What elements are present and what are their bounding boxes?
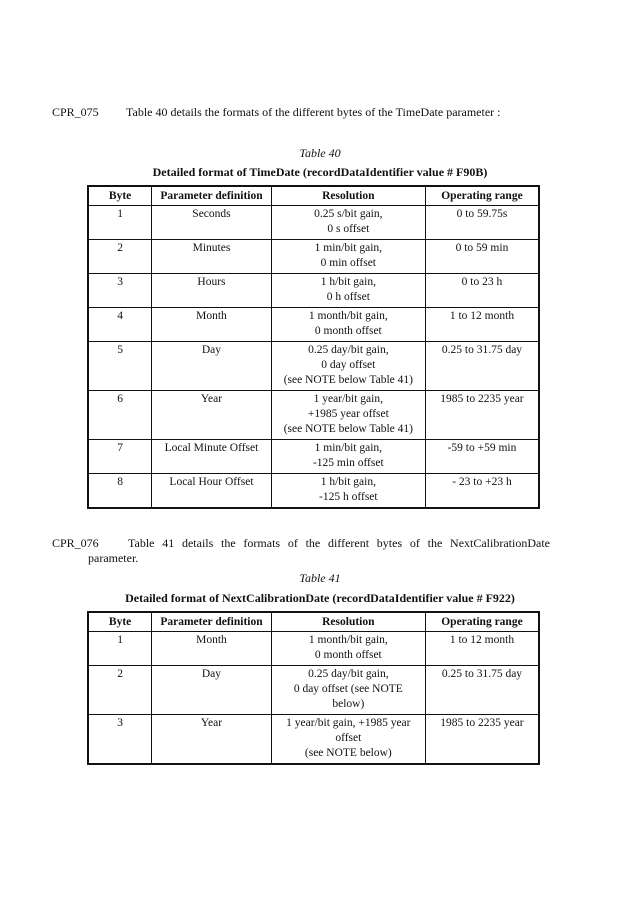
paragraph-cpr-075	[52, 105, 612, 120]
resolution-line: -125 h offset	[319, 491, 378, 503]
byte-cell: 4	[88, 308, 152, 342]
resolution-cell	[271, 440, 425, 474]
parameter-cell: Seconds	[152, 206, 272, 240]
resolution-line: 0.25 s/bit gain,	[314, 208, 383, 220]
resolution-line: offset	[335, 732, 362, 744]
nextcalibrationdate-format-table	[87, 611, 540, 765]
byte-cell: 2	[88, 240, 152, 274]
resolution-line: 0 s offset	[327, 223, 370, 235]
timedate-format-table	[87, 185, 540, 509]
byte-cell: 6	[88, 391, 152, 440]
header-parameter-definition: Parameter definition	[152, 612, 272, 632]
resolution-line: 1 h/bit gain,	[320, 476, 376, 488]
table-label: Table 40	[299, 146, 341, 160]
resolution-cell	[271, 342, 425, 391]
requirement-ref: CPR_076	[52, 536, 99, 550]
table-row	[88, 274, 539, 308]
range-cell: -59 to +59 min	[425, 440, 539, 474]
range-cell: 0.25 to 31.75 day	[425, 666, 539, 715]
resolution-line: 1 month/bit gain,	[308, 310, 388, 322]
resolution-cell	[271, 666, 425, 715]
resolution-line: 0 min offset	[320, 257, 377, 269]
range-cell: 0 to 23 h	[425, 274, 539, 308]
range-cell: 1985 to 2235 year	[425, 715, 539, 765]
table-label: Table 41	[299, 571, 341, 585]
table-row	[88, 666, 539, 715]
resolution-line: -125 min offset	[312, 457, 384, 469]
resolution-line: 0 day offset	[321, 359, 376, 371]
byte-cell: 8	[88, 474, 152, 509]
resolution-line: (see NOTE below Table 41)	[283, 423, 413, 435]
parameter-cell: Local Hour Offset	[152, 474, 272, 509]
table-row	[88, 391, 539, 440]
range-cell: - 23 to +23 h	[425, 474, 539, 509]
resolution-cell	[271, 715, 425, 765]
table-row	[88, 440, 539, 474]
header-resolution: Resolution	[271, 612, 425, 632]
requirement-ref: CPR_075	[52, 105, 99, 119]
header-byte: Byte	[88, 612, 152, 632]
paragraph-text-line1: Table 41 details the formats of the different bytes of the NextCalibrationDate	[128, 536, 550, 550]
resolution-line: 1 month/bit gain,	[308, 634, 388, 646]
table-header-row	[88, 612, 539, 632]
resolution-cell	[271, 391, 425, 440]
resolution-cell	[271, 308, 425, 342]
range-cell: 1 to 12 month	[425, 632, 539, 666]
table-row	[88, 474, 539, 509]
byte-cell: 3	[88, 715, 152, 765]
resolution-line: 0.25 day/bit gain,	[308, 668, 389, 680]
table-row	[88, 632, 539, 666]
resolution-line: 1 min/bit gain,	[314, 442, 383, 454]
header-operating-range: Operating range	[425, 612, 539, 632]
table-header-row	[88, 186, 539, 206]
parameter-cell: Day	[152, 342, 272, 391]
resolution-line: 1 min/bit gain,	[314, 242, 383, 254]
range-cell: 1985 to 2235 year	[425, 391, 539, 440]
table-row	[88, 715, 539, 765]
byte-cell: 1	[88, 206, 152, 240]
parameter-cell: Day	[152, 666, 272, 715]
resolution-line: 0 month offset	[314, 649, 382, 661]
range-cell: 1 to 12 month	[425, 308, 539, 342]
table-row	[88, 342, 539, 391]
resolution-line: 0 day offset (see NOTE	[293, 683, 403, 695]
resolution-line: 1 year/bit gain, +1985 year	[286, 717, 411, 729]
resolution-line: 1 h/bit gain,	[320, 276, 376, 288]
resolution-line: 0.25 day/bit gain,	[308, 344, 389, 356]
resolution-line: 0 month offset	[314, 325, 382, 337]
resolution-line: +1985 year offset	[307, 408, 389, 420]
resolution-line: 0 h offset	[326, 291, 370, 303]
byte-cell: 5	[88, 342, 152, 391]
resolution-cell	[271, 474, 425, 509]
table-row	[88, 240, 539, 274]
parameter-cell: Minutes	[152, 240, 272, 274]
parameter-cell: Hours	[152, 274, 272, 308]
resolution-line: (see NOTE below Table 41)	[283, 374, 413, 386]
paragraph-text-line2: parameter.	[88, 551, 139, 565]
table-row	[88, 206, 539, 240]
resolution-cell	[271, 632, 425, 666]
byte-cell: 7	[88, 440, 152, 474]
parameter-cell: Year	[152, 391, 272, 440]
range-cell: 0 to 59.75s	[425, 206, 539, 240]
range-cell: 0.25 to 31.75 day	[425, 342, 539, 391]
paragraph-text: Table 40 details the formats of the different bytes of the TimeDate parameter :	[126, 105, 501, 119]
header-parameter-definition: Parameter definition	[152, 186, 272, 206]
paragraph-cpr-076	[52, 536, 612, 566]
parameter-cell: Local Minute Offset	[152, 440, 272, 474]
resolution-line: (see NOTE below)	[304, 747, 392, 759]
header-resolution: Resolution	[271, 186, 425, 206]
byte-cell: 3	[88, 274, 152, 308]
parameter-cell: Year	[152, 715, 272, 765]
header-operating-range: Operating range	[425, 186, 539, 206]
resolution-line: 1 year/bit gain,	[313, 393, 383, 405]
range-cell: 0 to 59 min	[425, 240, 539, 274]
table-title: Detailed format of TimeDate (recordDataIdentifier value # F90B)	[152, 165, 488, 179]
resolution-cell	[271, 274, 425, 308]
parameter-cell: Month	[152, 632, 272, 666]
table-row	[88, 308, 539, 342]
byte-cell: 1	[88, 632, 152, 666]
parameter-cell: Month	[152, 308, 272, 342]
resolution-line: below)	[332, 698, 365, 710]
resolution-cell	[271, 240, 425, 274]
header-byte: Byte	[88, 186, 152, 206]
resolution-cell	[271, 206, 425, 240]
byte-cell: 2	[88, 666, 152, 715]
table-title: Detailed format of NextCalibrationDate (recordDataIdentifier value # F922)	[125, 591, 515, 605]
